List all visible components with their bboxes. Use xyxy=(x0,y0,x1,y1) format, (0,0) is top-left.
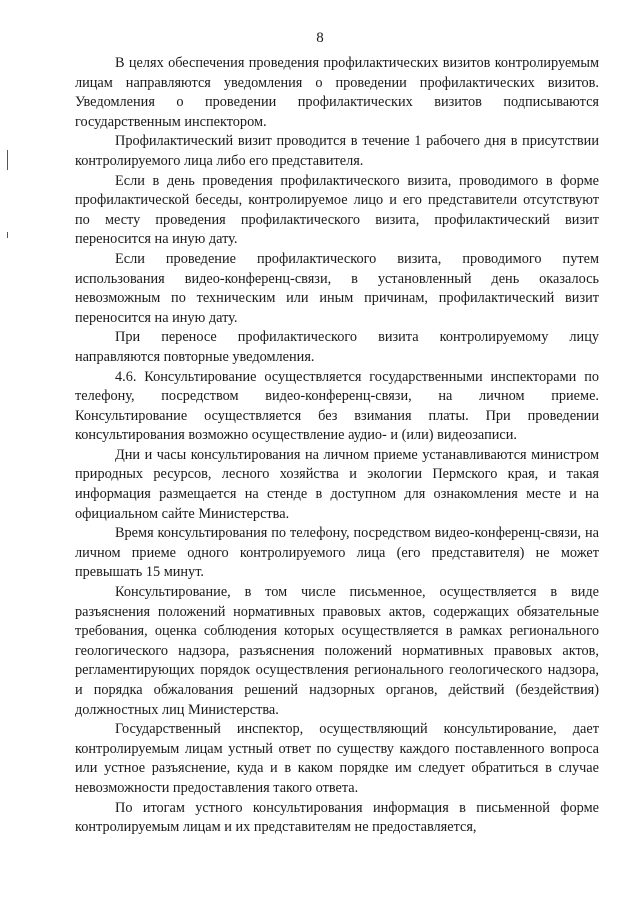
paragraph: Профилактический визит проводится в течение 1 рабочего дня в присутствии контролируемого лица либо его представителя. xyxy=(75,133,599,169)
document-body xyxy=(75,54,599,838)
paragraph: 4.6. Консультирование осуществляется государственными инспекторами по телефону, посредством видео-конференц-связи, на личном приеме. Консультирование осуществляется без взимания платы. При проведении консультирования возможно осуществление аудио- и (или) видеозаписи. xyxy=(75,368,599,444)
paragraph: Государственный инспектор, осуществляющий консультирование, дает контролируемым лицам устный ответ по существу каждого поставленного вопроса или устное разъяснение, куда и в каком порядке им следует обратиться в случае невозможности предоставления такого ответа. xyxy=(75,721,599,796)
paragraph: Если проведение профилактического визита, проводимого путем использования видео-конференц-связи, в установленный день оказалось невозможным по техническим или иным причинам, профилактический визит переносится на иную дату. xyxy=(75,250,599,326)
paragraph: По итогам устного консультирования информация в письменной форме контролируемым лицам и их представителям не предоставляется, xyxy=(75,799,599,836)
scan-artifact-mark xyxy=(7,150,8,170)
paragraph: Консультирование, в том числе письменное, осуществляется в виде разъяснения положений нормативных правовых актов, содержащих обязательные требования, оценка соблюдения которых осуществляется в рамках регионального геологического надзора, разъяснения положений нормативных правовых актов, регламентирующих порядок осуществления регионального геологического надзора, и порядка обжалования решений надзорных органов, действий (бездействия) должностных лиц Министерства. xyxy=(75,584,599,718)
paragraph: При переносе профилактического визита контролируемому лицу направляются повторные уведомления. xyxy=(75,329,599,365)
page-number: 8 xyxy=(316,30,324,46)
paragraph: Если в день проведения профилактического визита, проводимого в форме профилактической беседы, контролируемое лицо и его представители отсутствуют по месту проведения профилактического визита, профилактический визит переносится на иную дату. xyxy=(75,172,599,248)
paragraph: Время консультирования по телефону, посредством видео-конференц-связи, на личном приеме одного контролируемого лица (его представителя) не может превышать 15 минут. xyxy=(75,525,599,581)
scan-artifact-mark xyxy=(7,232,8,238)
paragraph: В целях обеспечения проведения профилактических визитов контролируемым лицам направляются уведомления о проведении профилактических визитов. Уведомления о проведении профилактических визитов подписываются государственным инспектором. xyxy=(75,55,599,130)
paragraph: Дни и часы консультирования на личном приеме устанавливаются министром природных ресурсов, лесного хозяйства и экологии Пермского края, и такая информация размещается на стенде в доступном для ознакомления месте и на официальном сайте Министерства. xyxy=(75,446,599,522)
